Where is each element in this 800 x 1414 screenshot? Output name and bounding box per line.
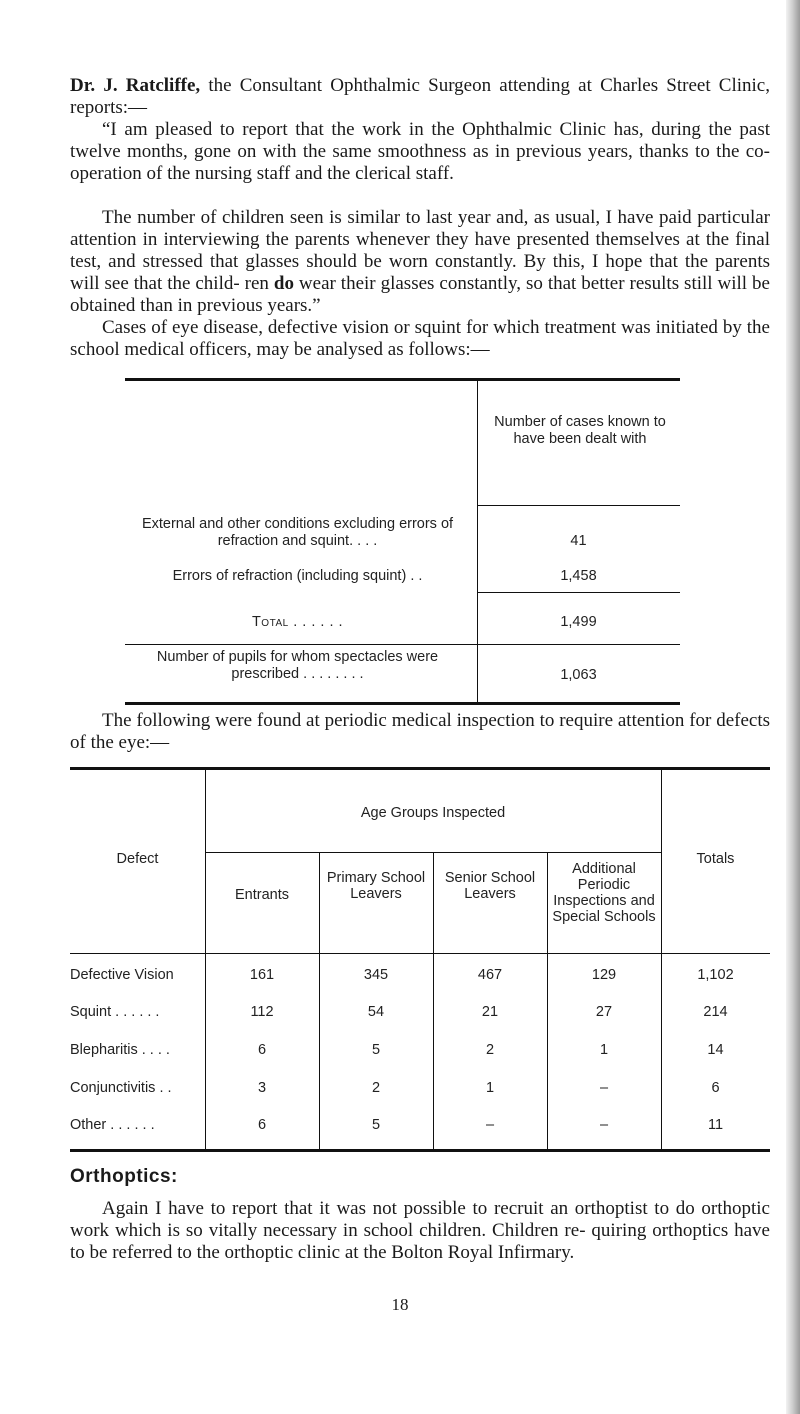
cell-total: 214 xyxy=(703,1004,728,1020)
defect-label: Other . . . . . . xyxy=(70,1117,155,1133)
intro-paragraph xyxy=(70,75,770,119)
cell-additional: – xyxy=(599,1080,609,1096)
age-groups-header: Age Groups Inspected xyxy=(360,805,506,821)
row-value-spectacles: 1,063 xyxy=(560,667,597,683)
cell-total: 11 xyxy=(707,1117,724,1133)
author-name: Dr. J. Ratcliffe, xyxy=(70,75,201,96)
defect-header: Defect xyxy=(116,851,159,867)
cases-table xyxy=(125,378,680,705)
table-rule xyxy=(125,644,680,645)
table-rule xyxy=(477,505,680,506)
page-edge-shadow xyxy=(786,0,800,1414)
cell-additional: – xyxy=(599,1117,609,1133)
cell-total: 14 xyxy=(707,1042,724,1058)
quote-paragraph-2 xyxy=(70,207,770,317)
col-header-primary: Primary School Leavers xyxy=(326,870,426,902)
col-header-entrants: Entrants xyxy=(235,887,289,903)
cell-total: 6 xyxy=(711,1080,720,1096)
periodic-intro: The following were found at periodic medical inspection to require attention for defects of the eye:— xyxy=(70,710,770,753)
cell-primary: 5 xyxy=(371,1117,381,1133)
orthoptics-heading: Orthoptics: xyxy=(70,1166,178,1187)
defect-label: Blepharitis . . . . xyxy=(70,1042,170,1058)
defects-table xyxy=(70,767,770,1153)
table-rule xyxy=(125,702,680,705)
table-divider xyxy=(547,852,548,1149)
cell-total: 1,102 xyxy=(697,967,734,983)
cell-additional: 27 xyxy=(595,1004,613,1020)
cases-header: Number of cases known to have been dealt with xyxy=(494,414,666,447)
row-label-total: Total . . . . . . xyxy=(251,614,344,630)
col-header-additional: Additional Periodic Inspections and Special Schools xyxy=(552,861,656,925)
quote-p2-end: wear their glasses constantly, so that better results still will be obtained than in previous years.” xyxy=(70,273,770,316)
cell-primary: 2 xyxy=(371,1080,381,1096)
cell-primary: 54 xyxy=(367,1004,385,1020)
cell-entrants: 6 xyxy=(257,1042,267,1058)
table-rule xyxy=(70,953,770,954)
cell-senior: 1 xyxy=(485,1080,495,1096)
row-value-external: 41 xyxy=(570,533,587,549)
cell-additional: 129 xyxy=(591,967,617,983)
defect-label: Conjunctivitis . . xyxy=(70,1080,172,1096)
intro-text: the Consultant Ophthalmic Surgeon attending at Charles Street Clinic, reports:— xyxy=(70,75,770,118)
orthoptics-paragraph: Again I have to report that it was not possible to recruit an orthoptist to do orthoptic work which is so vitally necessary in school children. Children re- quiring orthoptics have to be referred to the orthoptic clinic at the Bolton Royal Infirmary. xyxy=(70,1198,770,1263)
cell-primary: 5 xyxy=(371,1042,381,1058)
cell-entrants: 112 xyxy=(250,1004,274,1020)
quote-p2-start: The number of children seen is similar to last year and, as usual, I have paid particular attention in interviewing the parents whenever they have presented themselves at the final test, and stressed that glasses should be worn constantly. By this, I hope that the parents will see that the child- ren xyxy=(70,207,770,294)
row-label-spectacles: Number of pupils for whom spectacles were prescribed . . . . . . . . xyxy=(156,649,439,682)
row-label-external: External and other conditions excluding errors of refraction and squint. . . . xyxy=(141,516,454,549)
cell-entrants: 161 xyxy=(249,967,275,983)
cell-primary: 345 xyxy=(363,967,389,983)
col-header-senior: Senior School Leavers xyxy=(444,870,536,902)
totals-header: Totals xyxy=(696,851,735,867)
row-value-refraction: 1,458 xyxy=(560,568,597,584)
cell-additional: 1 xyxy=(599,1042,609,1058)
cell-senior: 467 xyxy=(477,967,503,983)
page-number: 18 xyxy=(391,1295,409,1314)
table-rule xyxy=(477,592,680,593)
table-rule xyxy=(70,1149,770,1152)
defect-label: Defective Vision xyxy=(70,967,174,983)
table-rule xyxy=(125,378,680,381)
cell-senior: 2 xyxy=(485,1042,495,1058)
quote-p2-bold: do xyxy=(273,273,294,294)
cell-entrants: 3 xyxy=(257,1080,267,1096)
table-rule xyxy=(205,852,661,853)
table-divider xyxy=(433,852,434,1149)
cases-intro: Cases of eye disease, defective vision or squint for which treatment was initiated by the school medical officers, may be analysed as follows:— xyxy=(70,317,770,360)
cell-senior: – xyxy=(485,1117,495,1133)
table-rule xyxy=(70,767,770,770)
row-label-refraction: Errors of refraction (including squint) . . xyxy=(172,568,423,584)
row-value-total: 1,499 xyxy=(560,614,597,630)
quote-paragraph-1: “I am pleased to report that the work in the Ophthalmic Clinic has, during the past twelve months, gone on with the same smoothness as in previous years, thanks to the co-operation of the nursing staff and the clerical staff. xyxy=(70,119,770,184)
table-divider xyxy=(319,852,320,1149)
cell-entrants: 6 xyxy=(257,1117,267,1133)
defect-label: Squint . . . . . . xyxy=(70,1004,160,1020)
cell-senior: 21 xyxy=(481,1004,499,1020)
